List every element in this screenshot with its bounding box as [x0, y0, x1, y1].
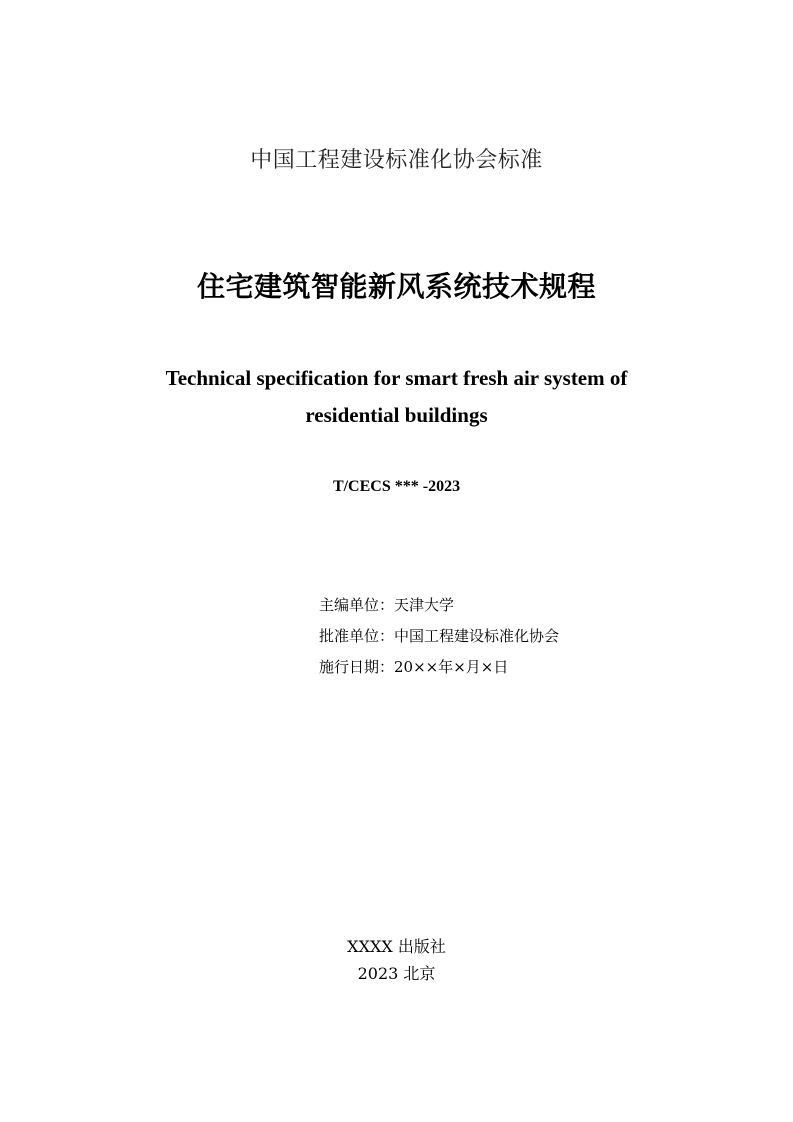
info-row-approving-unit	[319, 621, 559, 652]
info-label: 批准单位：	[319, 627, 395, 645]
title-english-line-1: Technical specification for smart fresh air system of	[165, 366, 628, 390]
association-standard-heading: 中国工程建设标准化协会标准	[250, 148, 543, 173]
title-english-line-2: residential buildings	[305, 403, 488, 427]
publisher-name: XXXX 出版社	[347, 937, 446, 956]
info-value: 20××年×月×日	[394, 658, 509, 676]
info-row-effective-date	[319, 652, 559, 683]
info-row-chief-editor	[319, 590, 559, 621]
info-label: 主编单位：	[319, 596, 395, 614]
info-value: 中国工程建设标准化协会	[394, 627, 560, 645]
standard-code: T/CECS *** -2023	[332, 478, 461, 495]
document-info-block	[319, 590, 559, 683]
publication-year-place: 2023 北京	[357, 964, 436, 983]
info-label: 施行日期：	[319, 658, 395, 676]
title-chinese: 住宅建筑智能新风系统技术规程	[196, 270, 596, 303]
info-value: 天津大学	[394, 596, 455, 614]
